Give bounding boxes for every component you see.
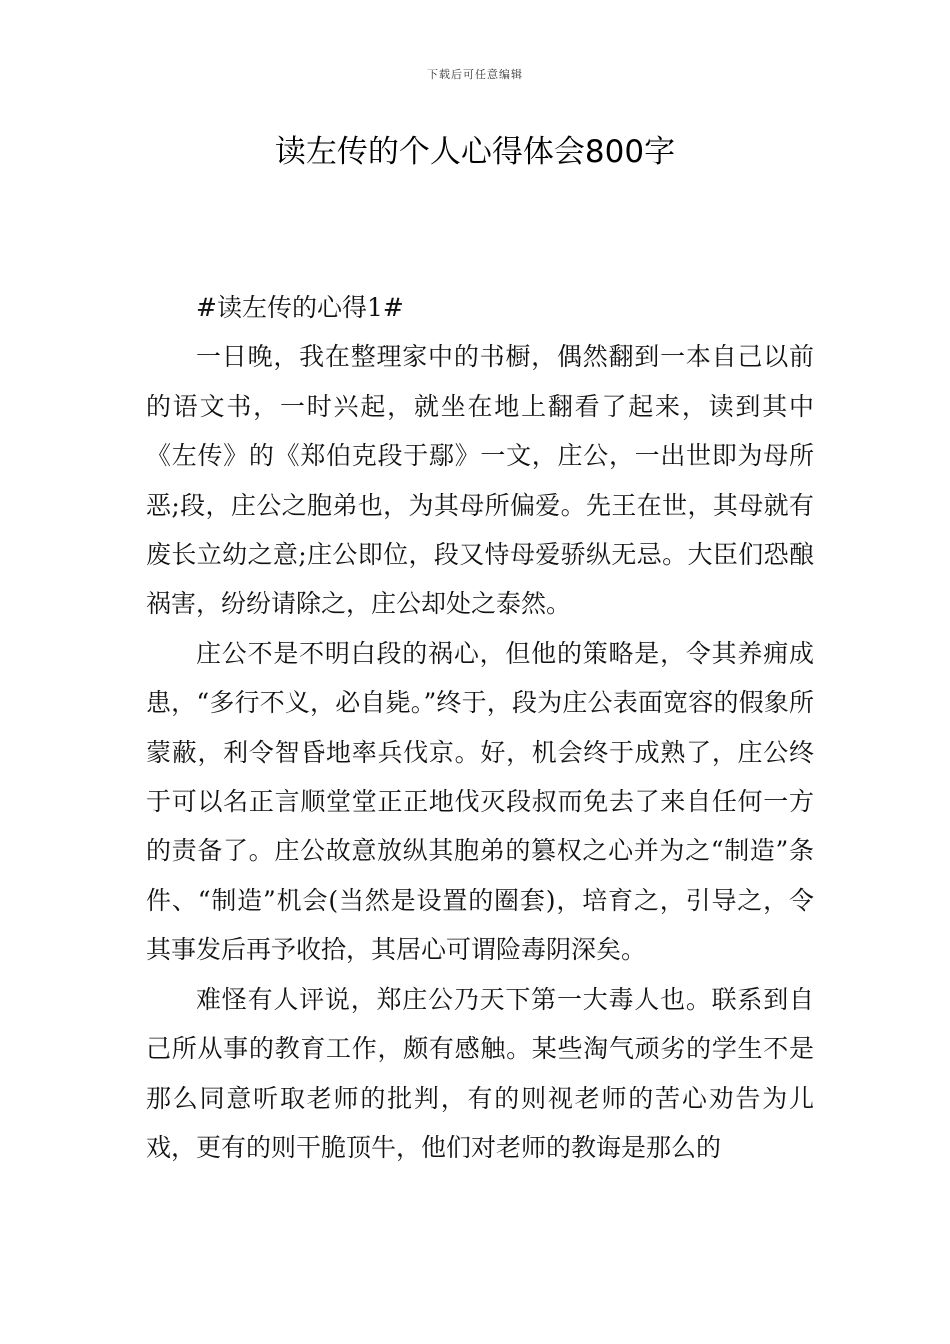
header-note: 下载后可任意编辑 <box>427 68 523 81</box>
paragraph: 庄公不是不明白段的祸心，但他的策略是，令其养痈成患，“多行不义，必自毙。”终于，段为庄公表面宽容的假象所蒙蔽，利令智昏地率兵伐京。好，机会终于成熟了，庄公终于可以名正言顺堂堂正正地伐灭段叔而免去了来自任何一方的责备了。庄公故意放纵其胞弟的篡权之心并为之“制造”条件、“制造”机会(当然是设置的圈套)，培育之，引导之，令其事发后再予收拾，其居心可谓险毒阴深矣。 <box>146 638 814 965</box>
document-title: 读左传的个人心得体会800字 <box>274 134 676 170</box>
paragraph: 一日晚，我在整理家中的书橱，偶然翻到一本自己以前的语文书，一时兴起，就坐在地上翻看了起来，读到其中《左传》的《郑伯克段于鄢》一文，庄公，一出世即为母所恶;段，庄公之胞弟也，为其母所偏爱。先王在世，其母就有废长立幼之意;庄公即位，段又恃母爱骄纵无忌。大臣们恐酿祸害，纷纷请除之，庄公却处之泰然。 <box>146 342 814 619</box>
document-body <box>146 283 814 1172</box>
paragraph: 难怪有人评说，郑庄公乃天下第一大毒人也。联系到自己所从事的教育工作，颇有感触。某些淘气顽劣的学生不是那么同意听取老师的批判，有的则视老师的苦心劝告为儿戏，更有的则干脆顶牛，他们对老师的教诲是那么的 <box>146 984 814 1162</box>
section-heading: #读左传的心得1# <box>196 293 404 322</box>
